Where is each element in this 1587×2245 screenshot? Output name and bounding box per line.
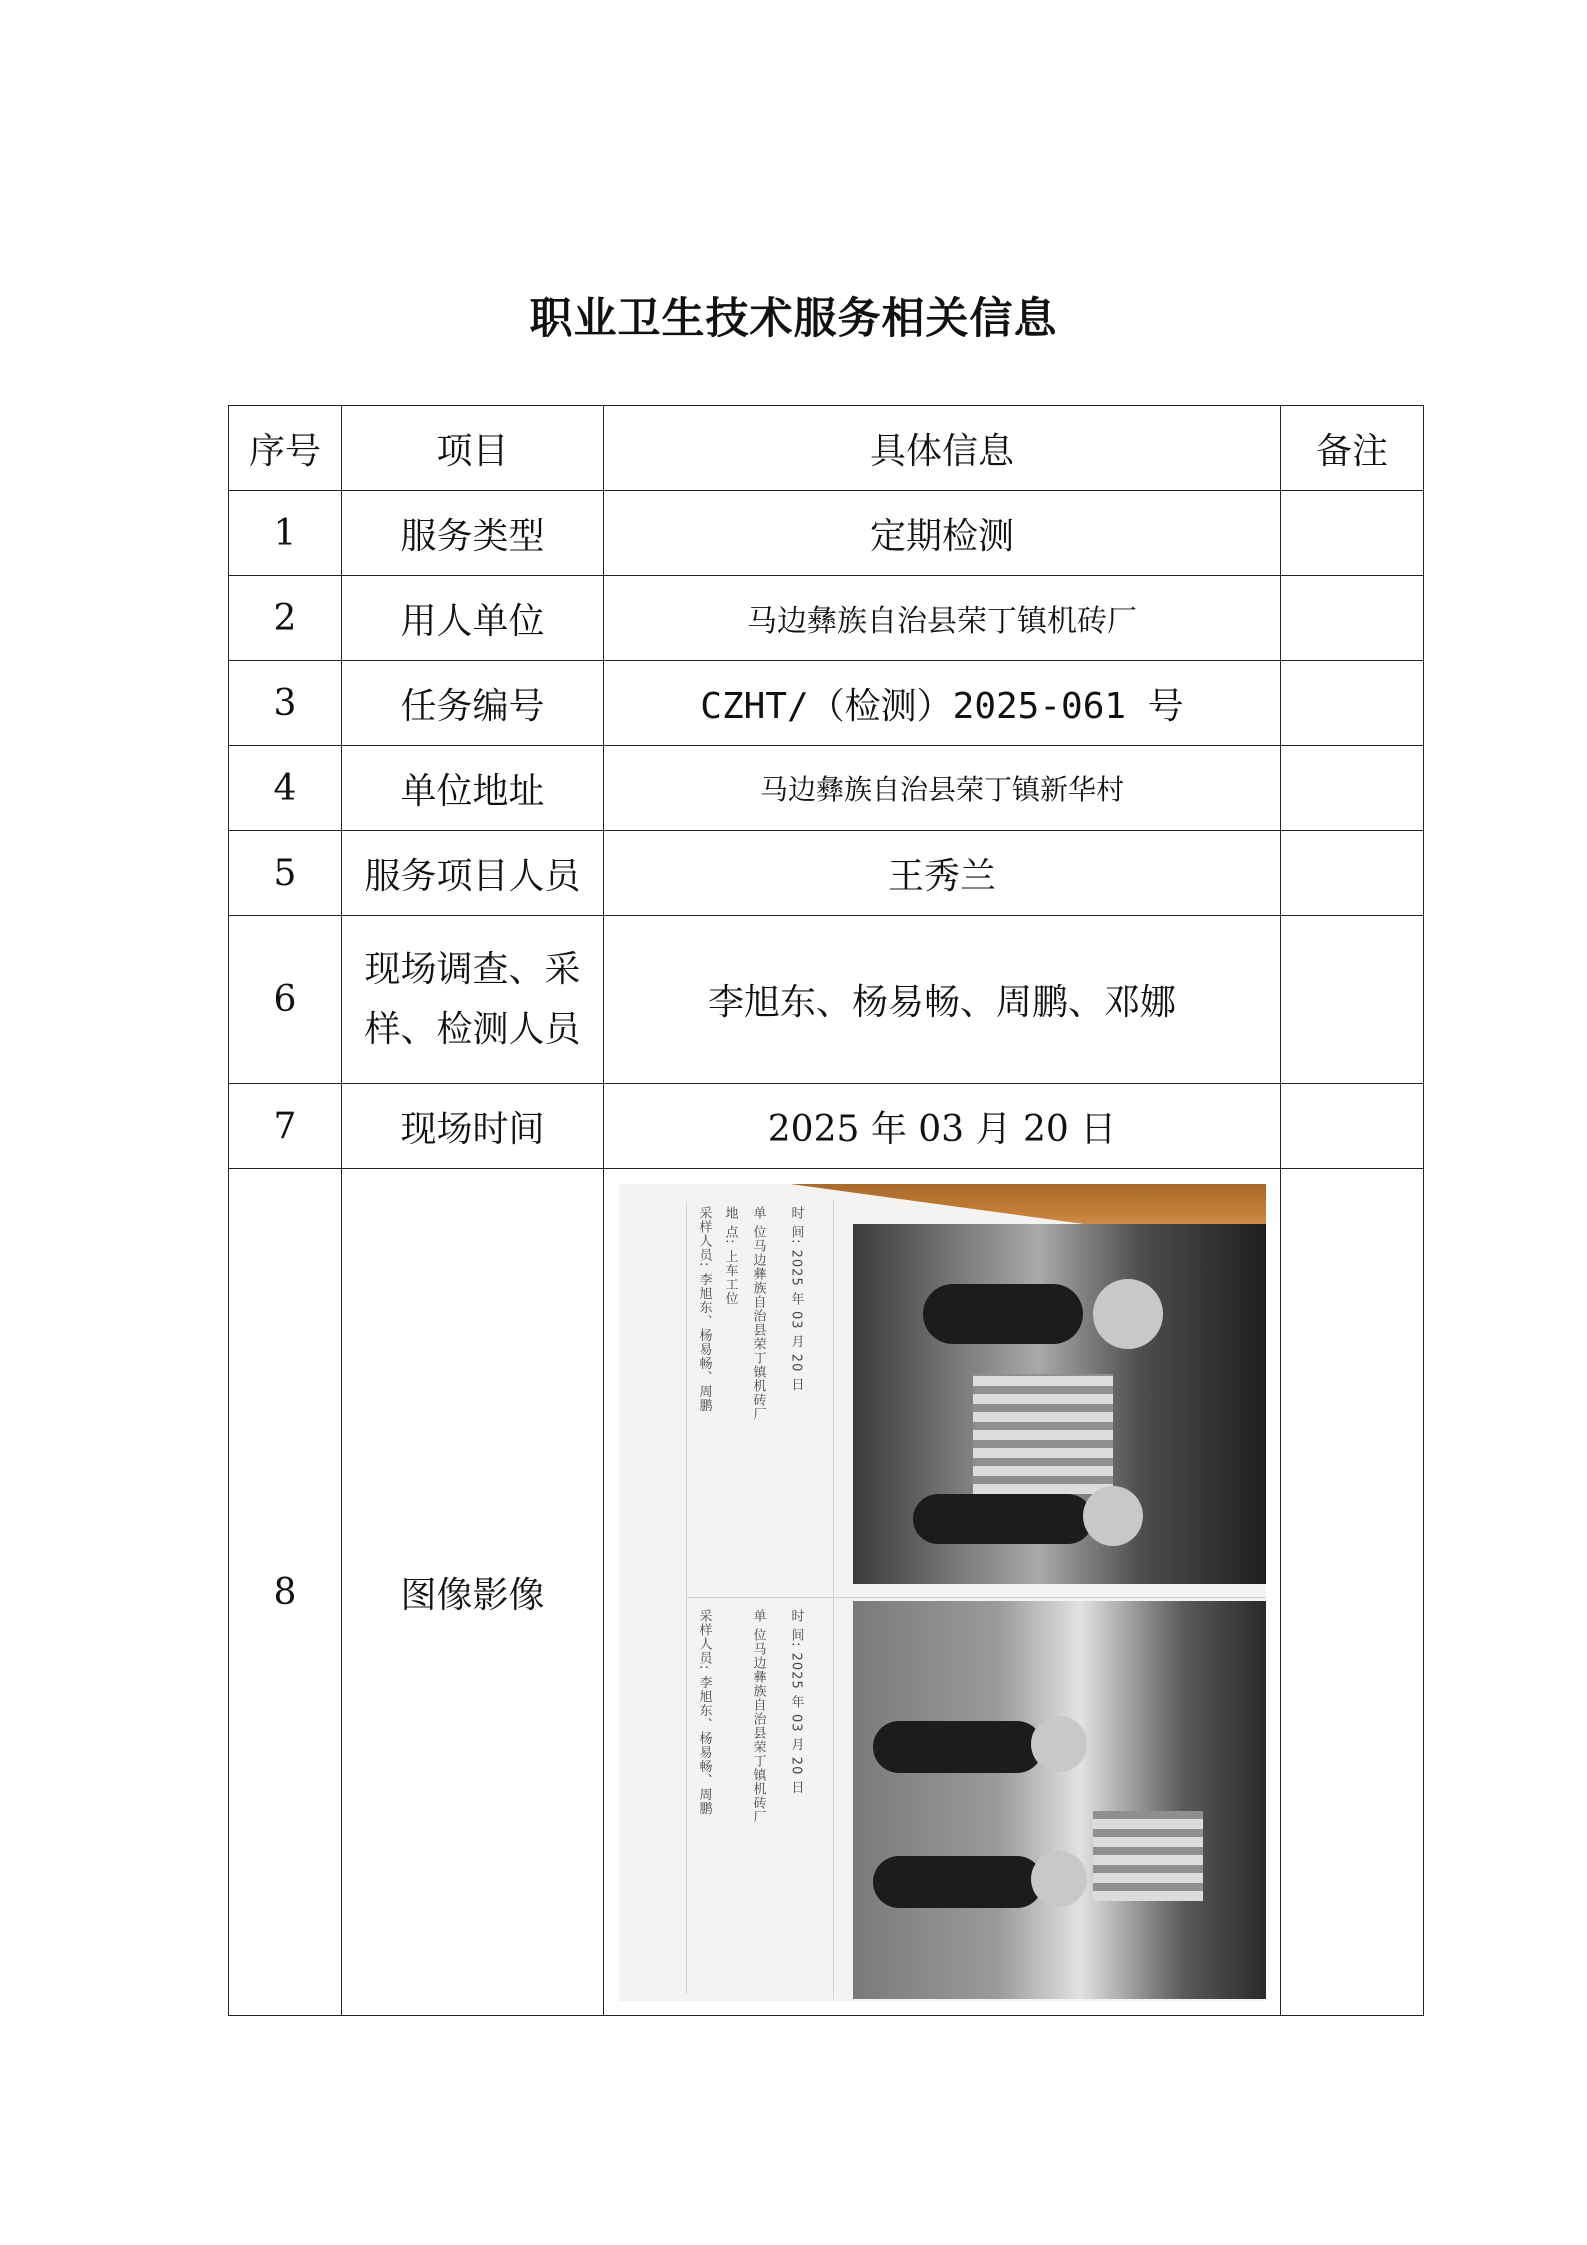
divider-line (686, 1204, 687, 1994)
row-item: 图像影像 (342, 1169, 604, 2016)
photo-caption-place: 地 点: 上车工位 (722, 1205, 738, 1306)
row-no: 4 (229, 746, 342, 831)
table-header-row (229, 406, 1424, 491)
row-item: 服务项目人员 (342, 831, 604, 916)
table-row (229, 661, 1424, 746)
row-info: CZHT/（检测）2025-061 号 (604, 661, 1281, 746)
row-note (1281, 491, 1424, 576)
row-note (1281, 1169, 1424, 2016)
row-item (342, 916, 604, 1084)
row-info: 王秀兰 (604, 831, 1281, 916)
row-note (1281, 916, 1424, 1084)
row-no: 3 (229, 661, 342, 746)
row-item-line: 样、检测人员 (364, 1008, 581, 1050)
header-note: 备注 (1281, 406, 1424, 491)
row-item-line: 现场调查、采 (364, 949, 581, 991)
worker-face (1031, 1851, 1087, 1907)
worker-figure (913, 1494, 1093, 1544)
row-item: 用人单位 (342, 576, 604, 661)
info-table (228, 405, 1424, 2016)
header-info: 具体信息 (604, 406, 1281, 491)
table-row (229, 1169, 1424, 2016)
row-item: 任务编号 (342, 661, 604, 746)
worker-face (1031, 1716, 1087, 1772)
photo-caption-time: 时 间: 2025 年 03 月 20 日 (788, 1608, 804, 1794)
table-row (229, 831, 1424, 916)
row-info: 2025 年 03 月 20 日 (604, 1084, 1281, 1169)
photo-caption-staff: 采样人员: 李旭东、杨易畅、周鹏 (696, 1608, 712, 1816)
worker-face (1083, 1486, 1143, 1546)
table-row (229, 916, 1424, 1084)
row-no: 6 (229, 916, 342, 1084)
row-no: 2 (229, 576, 342, 661)
row-item: 现场时间 (342, 1084, 604, 1169)
photo-caption-staff: 采样人员: 李旭东、杨易畅、周鹏 (696, 1205, 712, 1413)
row-note (1281, 576, 1424, 661)
building (973, 1374, 1113, 1494)
header-item: 项目 (342, 406, 604, 491)
building (1093, 1811, 1203, 1901)
worker-figure (923, 1284, 1083, 1344)
row-no: 7 (229, 1084, 342, 1169)
row-info: 马边彝族自治县荣丁镇机砖厂 (604, 576, 1281, 661)
row-item: 单位地址 (342, 746, 604, 831)
table-row (229, 1084, 1424, 1169)
row-info: 李旭东、杨易畅、周鹏、邓娜 (604, 916, 1281, 1084)
row-note (1281, 661, 1424, 746)
row-no: 8 (229, 1169, 342, 2016)
worker-face (1093, 1279, 1163, 1349)
row-no: 1 (229, 491, 342, 576)
row-info: 马边彝族自治县荣丁镇新华村 (604, 746, 1281, 831)
row-note (1281, 746, 1424, 831)
photo-caption-unit: 单 位马边彝族自治县荣丁镇机砖厂 (750, 1205, 766, 1421)
site-photo (619, 1184, 1266, 2001)
row-info (604, 1169, 1281, 2016)
worker-figure (873, 1721, 1043, 1773)
divider-line (833, 1199, 834, 1999)
table-row (229, 576, 1424, 661)
row-info: 定期检测 (604, 491, 1281, 576)
row-item: 服务类型 (342, 491, 604, 576)
worker-figure (873, 1856, 1043, 1908)
photo-bottom-image (853, 1601, 1266, 1999)
photo-caption-time: 时 间: 2025 年 03 月 20 日 (788, 1205, 804, 1391)
row-note (1281, 831, 1424, 916)
table-row (229, 491, 1424, 576)
photo-top-image (853, 1224, 1266, 1584)
table-row (229, 746, 1424, 831)
divider-line (686, 1597, 1266, 1598)
row-note (1281, 1084, 1424, 1169)
header-no: 序号 (229, 406, 342, 491)
page-title: 职业卫生技术服务相关信息 (529, 294, 1058, 344)
row-no: 5 (229, 831, 342, 916)
photo-caption-unit: 单 位马边彝族自治县荣丁镇机砖厂 (750, 1608, 766, 1824)
